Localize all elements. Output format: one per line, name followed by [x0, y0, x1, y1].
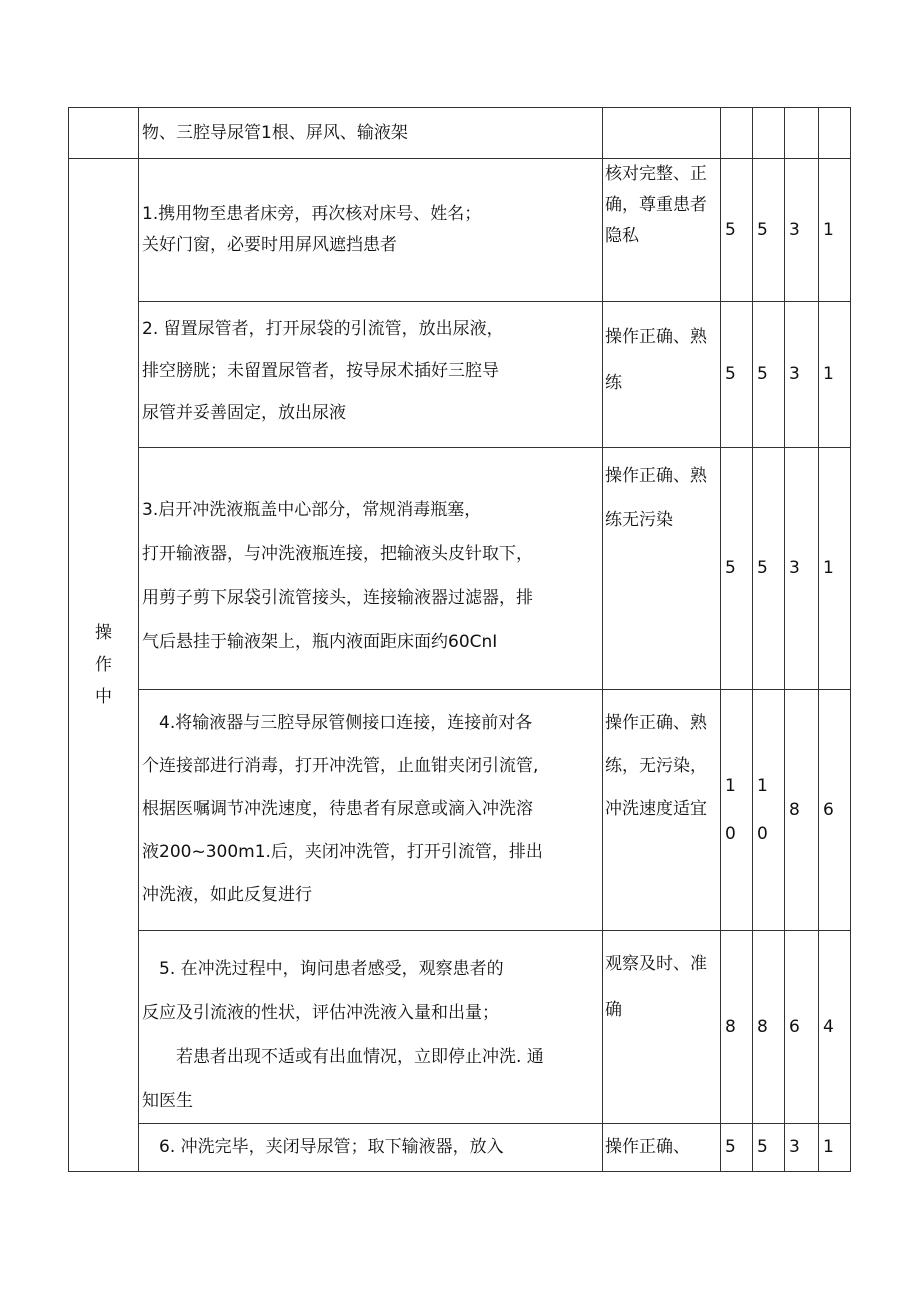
score-cell: 6 — [819, 690, 851, 931]
score-cell: 3 — [785, 159, 819, 302]
score-cell: 10 — [753, 690, 785, 931]
table-row — [69, 448, 851, 690]
table-row — [69, 931, 851, 1124]
score-cell: 5 — [721, 302, 753, 448]
standard-cell: 操作正确、 — [603, 1124, 721, 1172]
step-line: 知医生 — [142, 1091, 193, 1111]
score-cell: 5 — [753, 448, 785, 690]
score-cell — [753, 108, 785, 159]
table-row — [69, 302, 851, 448]
step-cell — [139, 448, 603, 690]
step-line: 冲洗液，如此反复进行 — [142, 885, 312, 905]
table-row — [69, 159, 851, 302]
step-line: 4.将输液器与三腔导尿管侧接口连接，连接前对各 — [142, 713, 533, 733]
step-line: 个连接部进行消毒，打开冲洗管，止血钳夹闭引流管, — [142, 756, 539, 776]
standard-cell: 观察及时、准确 — [603, 931, 721, 1124]
step-line: 1.携用物至患者床旁，再次核对床号、姓名； — [142, 204, 482, 224]
score-cell: 6 — [785, 931, 819, 1124]
step-line: 2. 留置尿管者，打开尿袋的引流管，放出尿液， — [142, 319, 504, 339]
step-line: 3.启开冲洗液瓶盖中心部分，常规消毒瓶塞， — [142, 500, 482, 520]
score-cell: 5 — [753, 159, 785, 302]
score-cell — [819, 108, 851, 159]
score-cell: 8 — [785, 690, 819, 931]
step-line: 气后悬挂于输液架上，瓶内液面距床面约60CnI — [142, 632, 498, 652]
table-row — [69, 690, 851, 931]
step-line: 关好门窗，必要时用屏风遮挡患者 — [142, 235, 397, 255]
step-line: 尿管并妥善固定，放出尿液 — [142, 403, 346, 423]
score-cell: 8 — [753, 931, 785, 1124]
score-cell: 3 — [785, 448, 819, 690]
score-cell: 5 — [721, 448, 753, 690]
step-line: 液200~300m1.后，夹闭冲洗管，打开引流管，排出 — [142, 842, 543, 862]
step-line: 根据医嘱调节冲洗速度，待患者有尿意或滴入冲洗溶 — [142, 799, 533, 819]
table-row — [69, 1124, 851, 1172]
step-line: 用剪子剪下尿袋引流管接头，连接输液器过滤器，排 — [142, 588, 533, 608]
category-cell-prev — [69, 108, 139, 159]
score-cell: 8 — [721, 931, 753, 1124]
step-line: 5. 在冲洗过程中，询问患者感受，观察患者的 — [142, 959, 504, 979]
category-label: 操作中 — [95, 623, 112, 707]
score-cell: 3 — [785, 1124, 819, 1172]
step-cell — [139, 159, 603, 302]
score-cell: 3 — [785, 302, 819, 448]
step-cell — [139, 690, 603, 931]
standard-cell: 核对完整、正确，尊重患者隐私 — [603, 159, 721, 302]
standard-cell: 操作正确、熟练 — [603, 302, 721, 448]
score-cell: 5 — [753, 302, 785, 448]
step-line: 打开输液器，与冲洗液瓶连接，把输液头皮针取下， — [142, 544, 533, 564]
score-cell: 5 — [721, 1124, 753, 1172]
step-line: 反应及引流液的性状，评估冲洗液入量和出量； — [142, 1003, 499, 1023]
step-cell — [139, 931, 603, 1124]
score-cell: 10 — [721, 690, 753, 931]
step-line: 物、三腔导尿管1根、屏风、输液架 — [142, 122, 408, 143]
category-cell — [69, 159, 139, 1172]
standard-cell — [603, 108, 721, 159]
step-line: 6. 冲洗完毕，夹闭导尿管；取下输液器，放入 — [142, 1137, 504, 1157]
step-cell — [139, 1124, 603, 1172]
standard-cell: 操作正确、熟练无污染 — [603, 448, 721, 690]
step-cell — [139, 108, 603, 159]
score-cell: 1 — [819, 1124, 851, 1172]
score-cell: 5 — [721, 159, 753, 302]
table-row — [69, 108, 851, 159]
score-cell: 1 — [819, 302, 851, 448]
scoring-table — [68, 107, 851, 1172]
score-cell — [721, 108, 753, 159]
step-line: 若患者出现不适或有出血情况，立即停止冲洗. 通 — [142, 1047, 544, 1067]
score-cell — [785, 108, 819, 159]
step-cell — [139, 302, 603, 448]
score-cell: 4 — [819, 931, 851, 1124]
step-line: 排空膀胱；未留置尿管者，按导尿术插好三腔导 — [142, 361, 499, 381]
standard-cell: 操作正确、熟练，无污染，冲洗速度适宜 — [603, 690, 721, 931]
score-cell: 1 — [819, 159, 851, 302]
score-cell: 5 — [753, 1124, 785, 1172]
score-cell: 1 — [819, 448, 851, 690]
